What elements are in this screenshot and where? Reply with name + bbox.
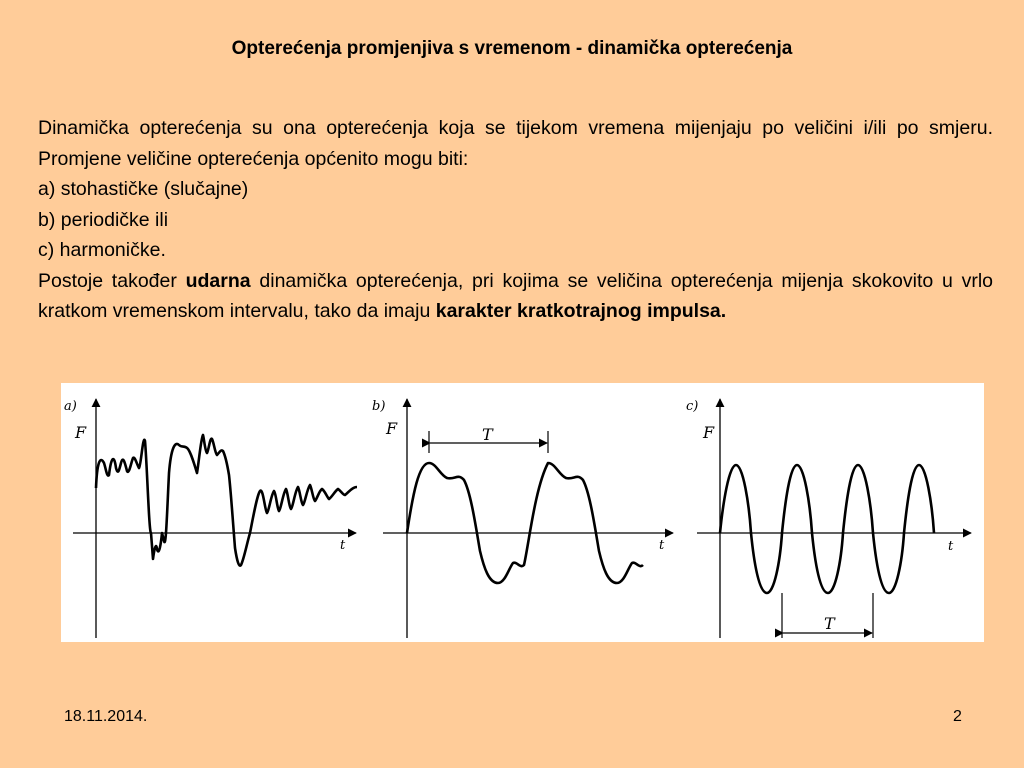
list-item-c: c) harmoničke. xyxy=(38,239,166,261)
panel-b-x-label: t xyxy=(659,538,665,553)
panel-c-x-label: t xyxy=(948,539,954,554)
panel-a-y-label: F xyxy=(75,423,87,442)
panel-periodic xyxy=(372,399,673,638)
panel-a-label: a) xyxy=(64,399,77,414)
stochastic-curve xyxy=(96,435,357,566)
list-item-a: a) stohastičke (slučajne) xyxy=(38,178,249,200)
panel-harmonic xyxy=(686,399,971,638)
harmonic-curve xyxy=(720,465,934,593)
impulse-text-1: Postoje također xyxy=(38,269,186,292)
impulse-bold-1: udarna xyxy=(185,269,251,292)
impulse-text-2: dinamička opterećenja, pri kojima se veličina opterećenja mijenja skokovito u vrlo kratkom vremenskom intervalu, tako da imaju xyxy=(38,269,993,322)
slide-title: Opterećenja promjenjiva s vremenom - dinamička opterećenja xyxy=(231,38,793,59)
impulse-bold-2: karakter kratkotrajnog impulsa. xyxy=(435,300,727,322)
page-number: 2 xyxy=(953,708,962,725)
panel-b-label: b) xyxy=(372,399,386,414)
panel-b-period-label: T xyxy=(482,425,493,444)
panel-c-y-label: F xyxy=(703,423,715,442)
panel-b-y-label: F xyxy=(386,419,398,438)
footer-date: 18.11.2014. xyxy=(64,708,148,725)
load-diagrams-svg xyxy=(61,383,984,642)
load-types-figure xyxy=(61,383,984,642)
body-text xyxy=(38,113,993,327)
periodic-curve xyxy=(407,463,643,583)
panel-a-x-label: t xyxy=(340,538,346,553)
intro-paragraph: Dinamička opterećenja su ona opterećenja koja se tijekom vremena mijenjaju po veličini i/ili po smjeru. Promjene veličine opterećenja općenito mogu biti: xyxy=(38,117,993,170)
panel-c-label: c) xyxy=(686,399,699,414)
list-item-b: b) periodičke ili xyxy=(38,208,169,231)
panel-stochastic xyxy=(64,399,357,638)
panel-c-period-label: T xyxy=(824,614,835,633)
impulse-paragraph xyxy=(38,266,993,327)
